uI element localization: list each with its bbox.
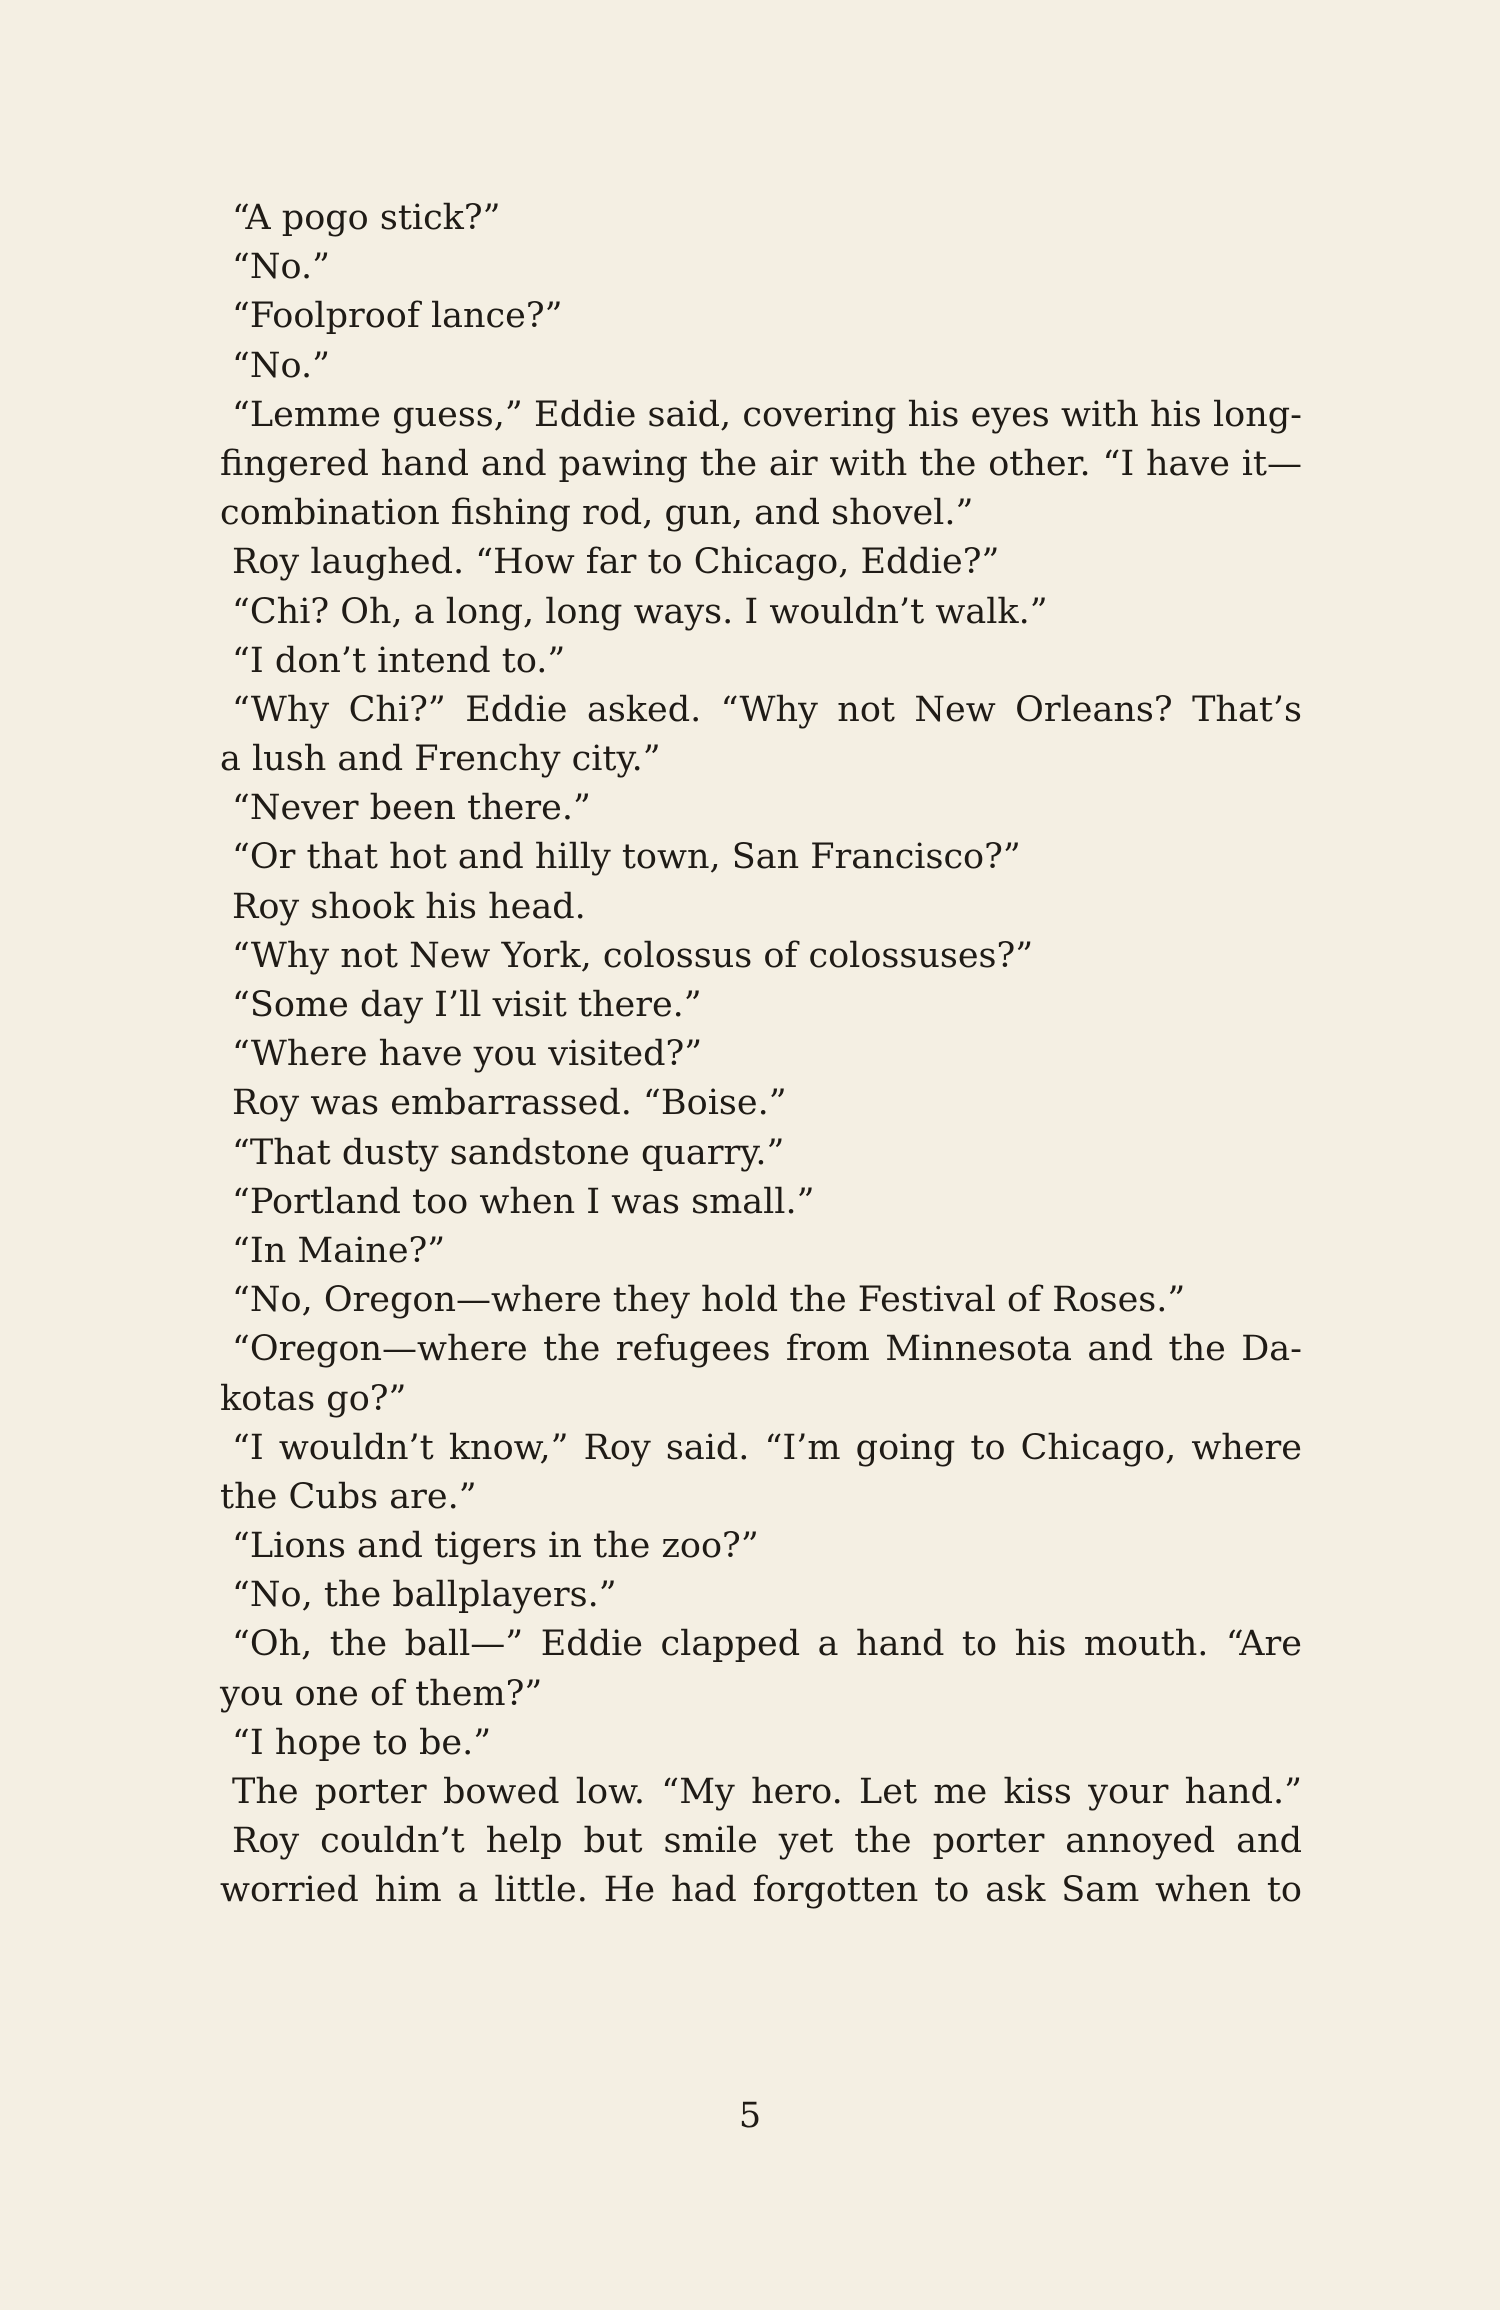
- text-line: Roy shook his head.: [232, 886, 586, 927]
- text-line: “Why Chi?” Eddie asked. “Why not New Orleans? That’s: [232, 689, 1302, 730]
- page-number: 5: [738, 2096, 762, 2136]
- text-line: worried him a little. He had forgotten to ask Sam when to: [220, 1870, 1302, 1911]
- text-line: kotas go?”: [220, 1378, 407, 1419]
- text-line: “Foolproof lance?”: [232, 296, 563, 337]
- text-line: “Lemme guess,” Eddie said, covering his eyes with his long-: [232, 394, 1302, 435]
- text-line: fingered hand and pawing the air with the other. “I have it—: [220, 443, 1302, 484]
- text-line: “I hope to be.”: [232, 1722, 492, 1763]
- text-line: “I don’t intend to.”: [232, 640, 566, 681]
- text-line: “No, the ballplayers.”: [232, 1575, 617, 1616]
- text-line: you one of them?”: [220, 1673, 543, 1714]
- text-line: combination fishing rod, gun, and shovel.”: [220, 493, 974, 534]
- text-line: “I wouldn’t know,” Roy said. “I’m going to Chicago, where: [232, 1427, 1302, 1468]
- text-line: “Oh, the ball—” Eddie clapped a hand to his mouth. “Are: [232, 1624, 1302, 1665]
- text-line: “No.”: [232, 247, 330, 288]
- text-line: Roy laughed. “How far to Chicago, Eddie?”: [232, 542, 1000, 583]
- text-line: a lush and Frenchy city.”: [220, 739, 661, 780]
- text-line: “Lions and tigers in the zoo?”: [232, 1526, 759, 1567]
- text-line: “No, Oregon—where they hold the Festival of Roses.”: [232, 1280, 1186, 1321]
- text-line: “Some day I’ll visit there.”: [232, 985, 702, 1025]
- text-line: “No.”: [232, 345, 330, 386]
- text-line: “A pogo stick?”: [232, 198, 501, 238]
- text-line: “Why not New York, colossus of colossuses?”: [232, 935, 1034, 976]
- text-line: Roy couldn’t help but smile yet the porter annoyed and: [232, 1821, 1302, 1862]
- text-line: “Chi? Oh, a long, long ways. I wouldn’t walk.”: [232, 591, 1048, 632]
- text-line: Roy was embarrassed. “Boise.”: [232, 1083, 787, 1124]
- text-line: “Where have you visited?”: [232, 1034, 703, 1075]
- body-text: [220, 194, 1302, 1916]
- text-line: the Cubs are.”: [220, 1476, 477, 1517]
- text-line: “That dusty sandstone quarry.”: [232, 1132, 785, 1173]
- text-line: “In Maine?”: [232, 1230, 446, 1271]
- text-line: “Portland too when I was small.”: [232, 1181, 815, 1222]
- text-line: “Or that hot and hilly town, San Francisco?”: [232, 837, 1021, 878]
- text-line: “Oregon—where the refugees from Minnesota and the Da-: [232, 1329, 1302, 1370]
- text-line: The porter bowed low. “My hero. Let me kiss your hand.”: [232, 1772, 1302, 1812]
- text-line: “Never been there.”: [232, 788, 591, 829]
